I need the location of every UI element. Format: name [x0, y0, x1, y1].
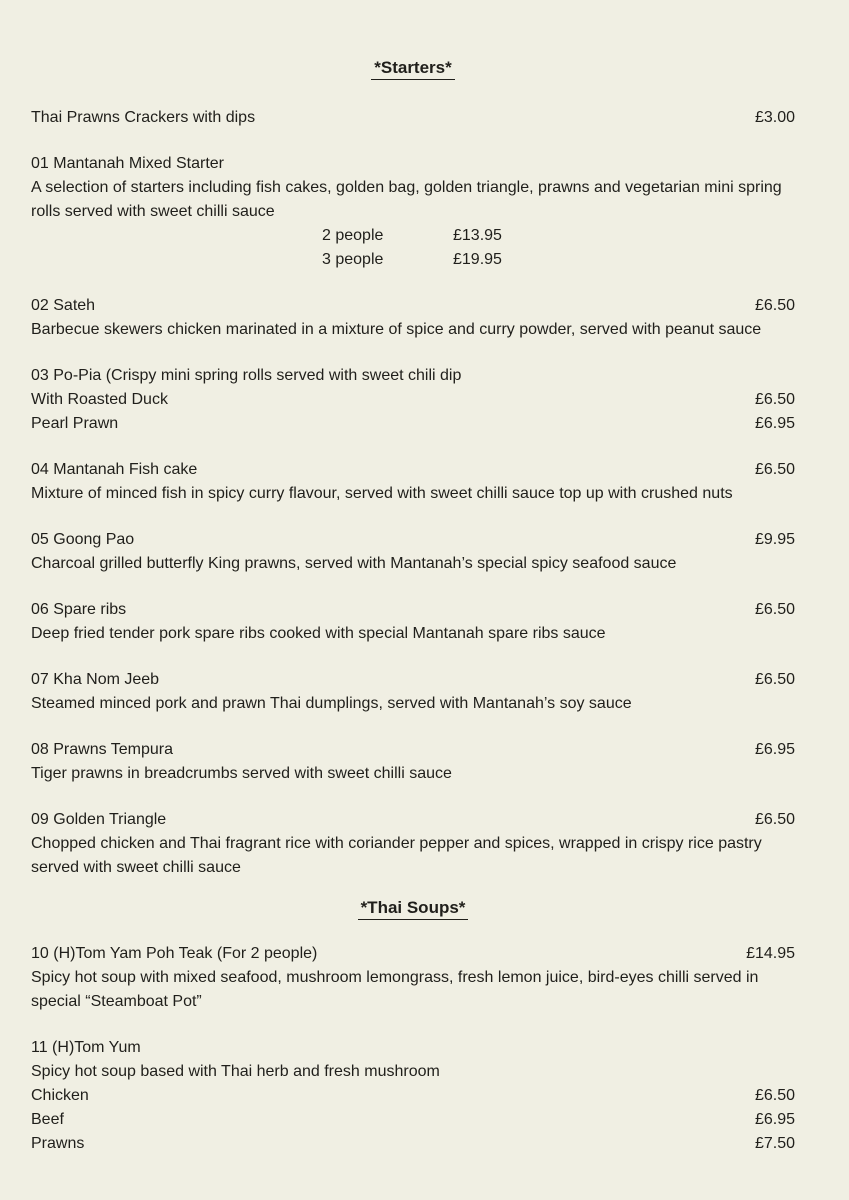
item-row [31, 668, 795, 692]
option-label: 3 people [322, 251, 384, 268]
item-description: Deep fried tender pork spare ribs cooked with special Mantanah spare ribs sauce [31, 625, 606, 642]
menu-item-10-tom-yam-poh-teak [31, 942, 795, 1014]
menu-item-04-fish-cake [31, 458, 795, 506]
item-description: A selection of starters including fish cakes, golden bag, golden triangle, prawns and vegetarian mini spring rolls served with sweet chilli sauce [31, 179, 782, 220]
option-row [322, 224, 795, 248]
item-name: 04 Mantanah Fish cake [31, 461, 198, 478]
menu-item-07-kha-nom-jeeb [31, 668, 795, 716]
item-row [31, 294, 795, 318]
variant-row [31, 1132, 795, 1156]
menu-item-05-goong-pao [31, 528, 795, 576]
item-price: £14.95 [746, 945, 795, 962]
variant-price: £7.50 [754, 1135, 795, 1152]
section-starters [31, 56, 795, 880]
option-price: £13.95 [453, 227, 502, 244]
item-name: 01 Mantanah Mixed Starter [31, 155, 224, 172]
section-title-text: *Starters* [371, 58, 455, 80]
item-name: 03 Po-Pia (Crispy mini spring rolls served with sweet chili dip [31, 367, 462, 384]
section-thai-soups [31, 896, 795, 1156]
variant-label: Pearl Prawn [31, 415, 119, 432]
variant-row [31, 412, 795, 436]
variant-price: £6.50 [754, 391, 795, 408]
item-row [31, 808, 795, 832]
item-description: Tiger prawns in breadcrumbs served with sweet chilli sauce [31, 765, 452, 782]
menu-item-08-prawns-tempura [31, 738, 795, 786]
variant-label: Chicken [31, 1087, 89, 1104]
item-row [31, 458, 795, 482]
item-description: Charcoal grilled butterfly King prawns, served with Mantanah’s special spicy seafood sauce [31, 555, 677, 572]
item-row [31, 364, 795, 388]
variant-price: £6.50 [754, 1087, 795, 1104]
item-price: £6.50 [754, 601, 795, 618]
item-price: £6.50 [754, 461, 795, 478]
variant-price: £6.95 [754, 415, 795, 432]
option-price: £19.95 [453, 251, 502, 268]
item-row [31, 152, 795, 176]
variant-row [31, 1084, 795, 1108]
item-price: £6.50 [754, 811, 795, 828]
item-price: £9.95 [754, 531, 795, 548]
item-name: 02 Sateh [31, 297, 96, 314]
item-name: 09 Golden Triangle [31, 811, 167, 828]
variant-label: Prawns [31, 1135, 85, 1152]
item-row [31, 106, 795, 130]
menu-item-01-mixed-starter [31, 152, 795, 272]
variant-label: With Roasted Duck [31, 391, 168, 408]
item-row [31, 528, 795, 552]
menu-item-03-po-pia [31, 364, 795, 436]
option-label: 2 people [322, 227, 384, 244]
item-description: Spicy hot soup with mixed seafood, mushroom lemongrass, fresh lemon juice, bird-eyes chilli served in special “Steamboat Pot” [31, 969, 759, 1010]
item-row [31, 738, 795, 762]
item-price: £6.50 [754, 297, 795, 314]
item-name: 05 Goong Pao [31, 531, 135, 548]
variant-price: £6.95 [754, 1111, 795, 1128]
variant-row [31, 388, 795, 412]
section-title-thai-soups [31, 896, 795, 920]
section-title-starters [31, 56, 795, 80]
item-description: Chopped chicken and Thai fragrant rice with coriander pepper and spices, wrapped in crispy rice pastry served with sweet chilli sauce [31, 835, 762, 876]
menu-item-11-tom-yum [31, 1036, 795, 1156]
item-description: Barbecue skewers chicken marinated in a mixture of spice and curry powder, served with peanut sauce [31, 321, 762, 338]
item-row [31, 598, 795, 622]
item-name: Thai Prawns Crackers with dips [31, 109, 256, 126]
menu-item-thai-prawn-crackers [31, 106, 795, 130]
menu-item-02-sateh [31, 294, 795, 342]
item-name: 11 (H)Tom Yum [31, 1039, 141, 1056]
item-row [31, 942, 795, 966]
section-title-text: *Thai Soups* [358, 898, 469, 920]
item-price: £6.95 [754, 741, 795, 758]
item-name: 10 (H)Tom Yam Poh Teak (For 2 people) [31, 945, 318, 962]
item-description: Spicy hot soup based with Thai herb and fresh mushroom [31, 1063, 440, 1080]
item-description: Steamed minced pork and prawn Thai dumplings, served with Mantanah’s soy sauce [31, 695, 632, 712]
menu-item-06-spare-ribs [31, 598, 795, 646]
variant-label: Beef [31, 1111, 64, 1128]
menu-item-09-golden-triangle [31, 808, 795, 880]
option-row [322, 248, 795, 272]
item-name: 07 Kha Nom Jeeb [31, 671, 160, 688]
item-price: £6.50 [754, 671, 795, 688]
item-price: £3.00 [754, 109, 795, 126]
item-row [31, 1036, 795, 1060]
item-description: Mixture of minced fish in spicy curry flavour, served with sweet chilli sauce top up with crushed nuts [31, 485, 733, 502]
variant-row [31, 1108, 795, 1132]
item-name: 08 Prawns Tempura [31, 741, 173, 758]
item-name: 06 Spare ribs [31, 601, 127, 618]
